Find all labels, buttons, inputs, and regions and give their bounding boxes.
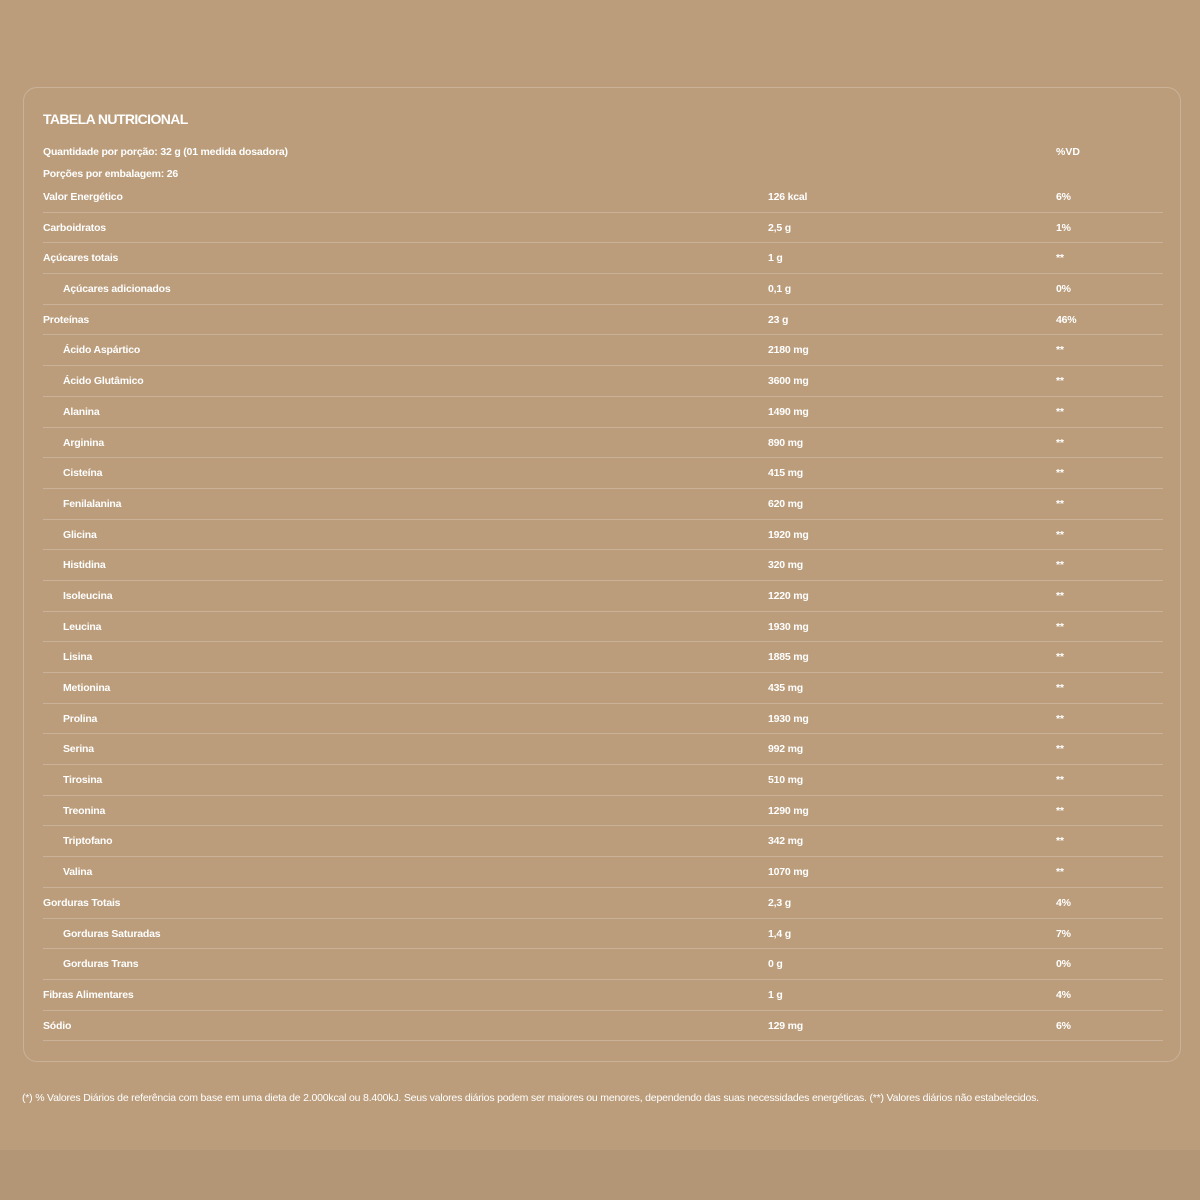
nutrient-amount: 0 g [768,958,783,971]
nutrient-name: Treonina [63,804,106,817]
nutrient-amount: 2180 mg [768,344,809,357]
nutrient-vd: ** [1056,774,1064,787]
table-row [43,458,1163,489]
nutrient-amount: 1490 mg [768,405,809,418]
nutrient-vd: ** [1056,436,1064,449]
table-row [43,581,1163,612]
nutrient-amount: 342 mg [768,835,803,848]
nutrient-vd: 7% [1056,927,1071,940]
table-row [43,734,1163,765]
table-row [43,612,1163,643]
nutrient-amount: 126 kcal [768,191,808,203]
table-row [43,796,1163,827]
nutrient-name: Cisteína [63,467,103,480]
nutrient-vd: 46% [1056,313,1077,326]
nutrient-vd: ** [1056,528,1064,541]
table-row [43,642,1163,673]
table-row [43,274,1163,305]
nutrient-vd: ** [1056,252,1064,265]
nutrient-vd: 4% [1056,896,1071,909]
nutrient-amount: 890 mg [768,436,803,449]
nutrient-name: Ácido Glutâmico [63,375,144,388]
nutrient-name: Tirosina [63,774,103,787]
table-row [43,919,1163,950]
nutrient-vd: ** [1056,804,1064,817]
nutrient-rows [43,182,1163,1041]
nutrient-vd: 6% [1056,1019,1071,1032]
nutrient-amount: 3600 mg [768,375,809,388]
nutrient-name: Gorduras Totais [43,896,121,909]
table-row [43,673,1163,704]
nutrient-name: Fenilalanina [63,497,122,510]
table-row [43,980,1163,1011]
table-row [43,428,1163,459]
nutrient-amount: 1885 mg [768,651,809,664]
serving-size: Quantidade por porção: 32 g (01 medida dosadora) [43,146,288,158]
nutrient-name: Prolina [63,712,98,725]
nutrient-vd: ** [1056,682,1064,694]
nutrient-name: Sódio [43,1019,72,1032]
nutrient-amount: 435 mg [768,682,803,694]
nutrient-amount: 129 mg [768,1019,803,1032]
nutrient-name: Glicina [63,528,97,541]
nutrient-amount: 992 mg [768,743,803,756]
nutrient-name: Lisina [63,651,93,664]
nutrient-vd: ** [1056,743,1064,756]
nutrient-amount: 1 g [768,252,783,265]
table-row [43,550,1163,581]
table-row [43,366,1163,397]
nutrient-amount: 1920 mg [768,528,809,541]
nutrient-vd: ** [1056,559,1064,572]
nutrient-vd: ** [1056,835,1064,848]
nutrient-name: Histidina [63,559,106,572]
nutrient-name: Fibras Alimentares [43,988,134,1001]
table-row [43,949,1163,980]
nutrient-vd: ** [1056,344,1064,357]
table-row [43,397,1163,428]
nutrient-amount: 1930 mg [768,620,809,633]
nutrient-amount: 620 mg [768,497,803,510]
nutrition-table-card [23,87,1181,1062]
nutrient-vd: 6% [1056,191,1071,203]
nutrient-name: Ácido Aspártico [63,344,141,357]
table-row [43,888,1163,919]
nutrient-name: Valor Energético [43,191,123,203]
nutrient-vd: 0% [1056,958,1071,971]
nutrient-name: Valina [63,866,93,879]
nutrient-name: Arginina [63,436,104,449]
nutrient-vd: 0% [1056,283,1071,296]
table-row [43,857,1163,888]
nutrient-name: Gorduras Saturadas [63,927,161,940]
nutrient-vd: ** [1056,620,1064,633]
nutrient-vd: ** [1056,405,1064,418]
nutrient-amount: 2,5 g [768,221,791,234]
nutrient-name: Açúcares adicionados [63,283,171,296]
table-row [43,243,1163,274]
nutrient-amount: 320 mg [768,559,803,572]
nutrient-vd: ** [1056,866,1064,879]
table-row [43,335,1163,366]
nutrient-name: Metionina [63,682,111,694]
nutrient-name: Serina [63,743,94,756]
nutrient-vd: 4% [1056,988,1071,1001]
nutrient-amount: 2,3 g [768,896,791,909]
footnote: (*) % Valores Diários de referência com base em uma dieta de 2.000kcal ou 8.400kJ. Seus valores diários podem ser maiores ou menores, dependendo das suas necessidades energéticas. (**) Valores diários não estabelecidos. [22,1092,1039,1104]
nutrient-name: Alanina [63,405,100,418]
nutrient-name: Isoleucina [63,589,113,602]
table-row [43,704,1163,735]
table-row [43,489,1163,520]
table-row [43,1011,1163,1042]
nutrient-vd: ** [1056,467,1064,480]
nutrient-name: Carboidratos [43,221,106,234]
nutrient-amount: 1220 mg [768,589,809,602]
nutrient-vd: ** [1056,589,1064,602]
portions-per-package: Porções por embalagem: 26 [43,168,179,180]
nutrient-amount: 1 g [768,988,783,1001]
bottom-band [0,1150,1200,1200]
nutrient-vd: 1% [1056,221,1071,234]
nutrient-amount: 510 mg [768,774,803,787]
nutrient-name: Triptofano [63,835,113,848]
nutrient-name: Gorduras Trans [63,958,139,971]
table-title: TABELA NUTRICIONAL [43,111,188,127]
nutrient-vd: ** [1056,375,1064,388]
nutrient-amount: 415 mg [768,467,803,480]
table-row [43,826,1163,857]
nutrient-amount: 23 g [768,313,789,326]
table-row [43,182,1163,213]
nutrient-amount: 1070 mg [768,866,809,879]
nutrient-name: Leucina [63,620,102,633]
table-row [43,520,1163,551]
nutrient-vd: ** [1056,497,1064,510]
nutrient-name: Açúcares totais [43,252,119,265]
nutrient-vd: ** [1056,712,1064,725]
nutrient-amount: 1,4 g [768,927,791,940]
nutrient-vd: ** [1056,651,1064,664]
nutrient-amount: 0,1 g [768,283,791,296]
table-row [43,305,1163,336]
nutrient-name: Proteínas [43,313,90,326]
table-row [43,213,1163,244]
nutrient-amount: 1930 mg [768,712,809,725]
nutrient-amount: 1290 mg [768,804,809,817]
table-row [43,765,1163,796]
vd-column-header: %VD [1056,146,1080,158]
